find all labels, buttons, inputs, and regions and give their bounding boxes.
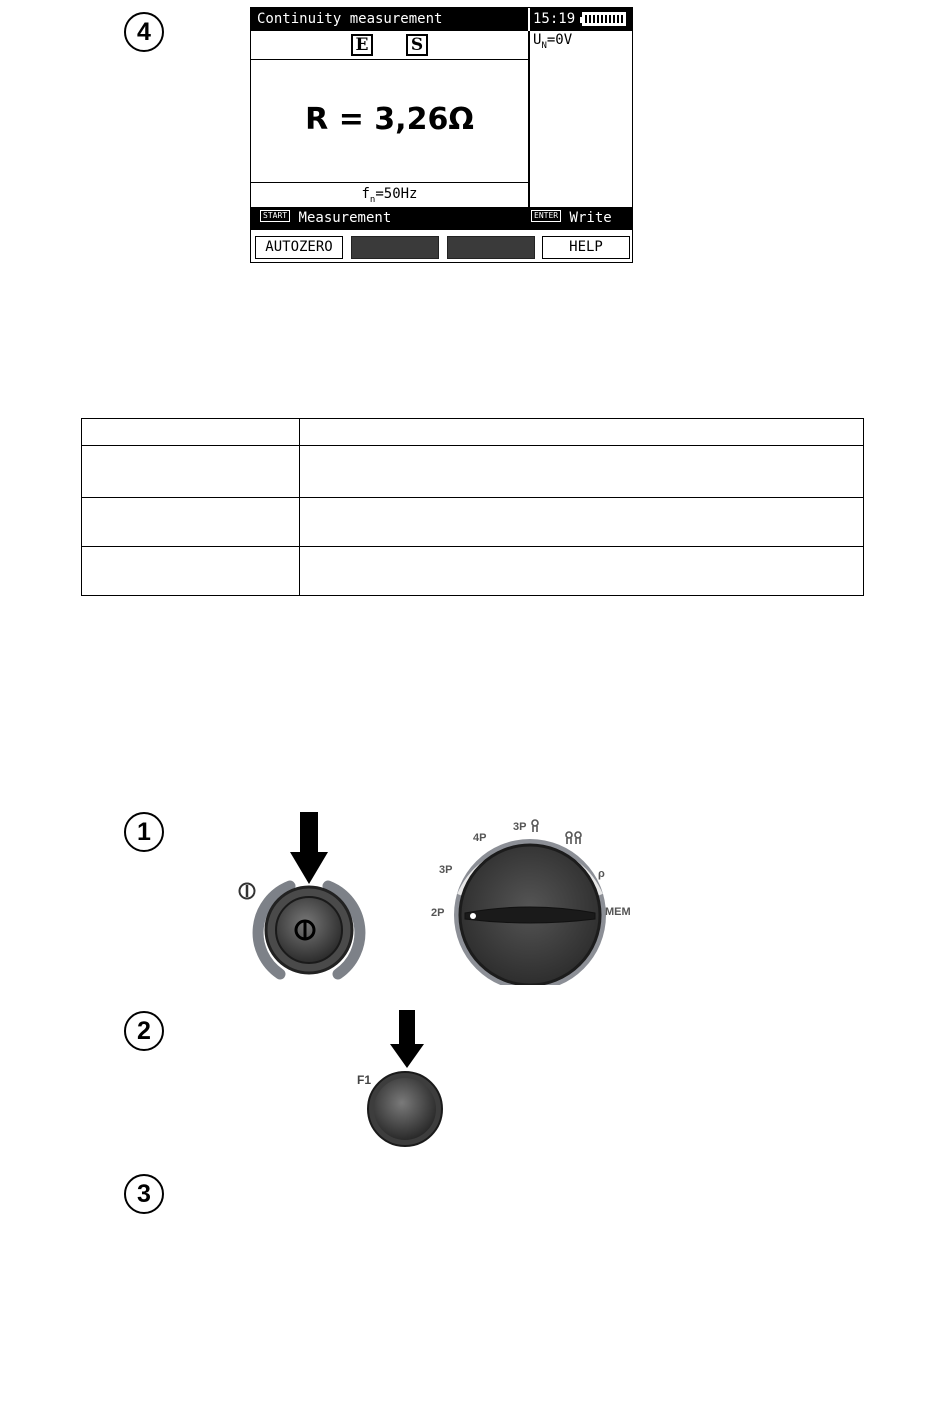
f1-label: F1 <box>357 1073 372 1087</box>
step-3-marker: 3 <box>124 1174 164 1214</box>
softkey-bar <box>251 234 632 262</box>
start-hint <box>260 207 391 230</box>
clock-time: 15:19 <box>533 11 576 27</box>
enter-key-icon: ENTER <box>531 210 561 222</box>
dial-label-4p: 4P <box>473 832 487 844</box>
clock-area <box>530 8 632 31</box>
dial-label-3p-a: 3P <box>513 821 527 833</box>
s-terminal-icon: S <box>406 34 428 56</box>
autozero-softkey[interactable]: AUTOZERO <box>255 236 343 259</box>
f1-button-illustration <box>355 1008 447 1150</box>
battery-icon <box>582 12 626 26</box>
start-key-icon: START <box>260 210 290 222</box>
dial-label-2p: 2P <box>431 907 445 919</box>
dial-label-mem: MEM <box>605 906 631 918</box>
press-arrow-icon <box>390 1010 424 1068</box>
power-button-illustration <box>232 808 367 986</box>
screen-divider <box>251 182 528 183</box>
start-hint-label: Measurement <box>298 210 392 226</box>
screen-divider <box>251 59 528 60</box>
softkey-2[interactable] <box>351 236 439 259</box>
press-arrow-icon <box>290 812 328 884</box>
frequency-readout: $f_n=50Hz$ <box>361 186 418 205</box>
step-2-marker: 2 <box>124 1011 164 1051</box>
power-label-icon <box>240 884 255 899</box>
help-softkey[interactable]: HELP <box>542 236 630 259</box>
enter-hint-label: Write <box>569 210 612 226</box>
meter-screen <box>250 7 633 263</box>
e-terminal-icon: E <box>351 34 373 56</box>
table-row <box>82 445 863 446</box>
status-bar <box>251 207 632 230</box>
step-4-marker: 4 <box>124 12 164 52</box>
enter-hint <box>531 207 612 230</box>
voltage-readout: $U_N=0V$ <box>533 32 573 51</box>
table-row <box>82 497 863 498</box>
softkey-3[interactable] <box>447 236 535 259</box>
dial-label-rho: ρ <box>598 868 605 880</box>
screen-divider <box>528 31 530 207</box>
screen-title: Continuity measurement <box>251 8 528 31</box>
table-row <box>82 546 863 547</box>
instruction-table <box>81 418 864 596</box>
dial-label-3p: 3P <box>439 864 453 876</box>
rotary-switch-illustration <box>425 815 640 985</box>
step-1-marker: 1 <box>124 812 164 852</box>
resistance-reading: R = 3,26Ω <box>305 102 474 137</box>
